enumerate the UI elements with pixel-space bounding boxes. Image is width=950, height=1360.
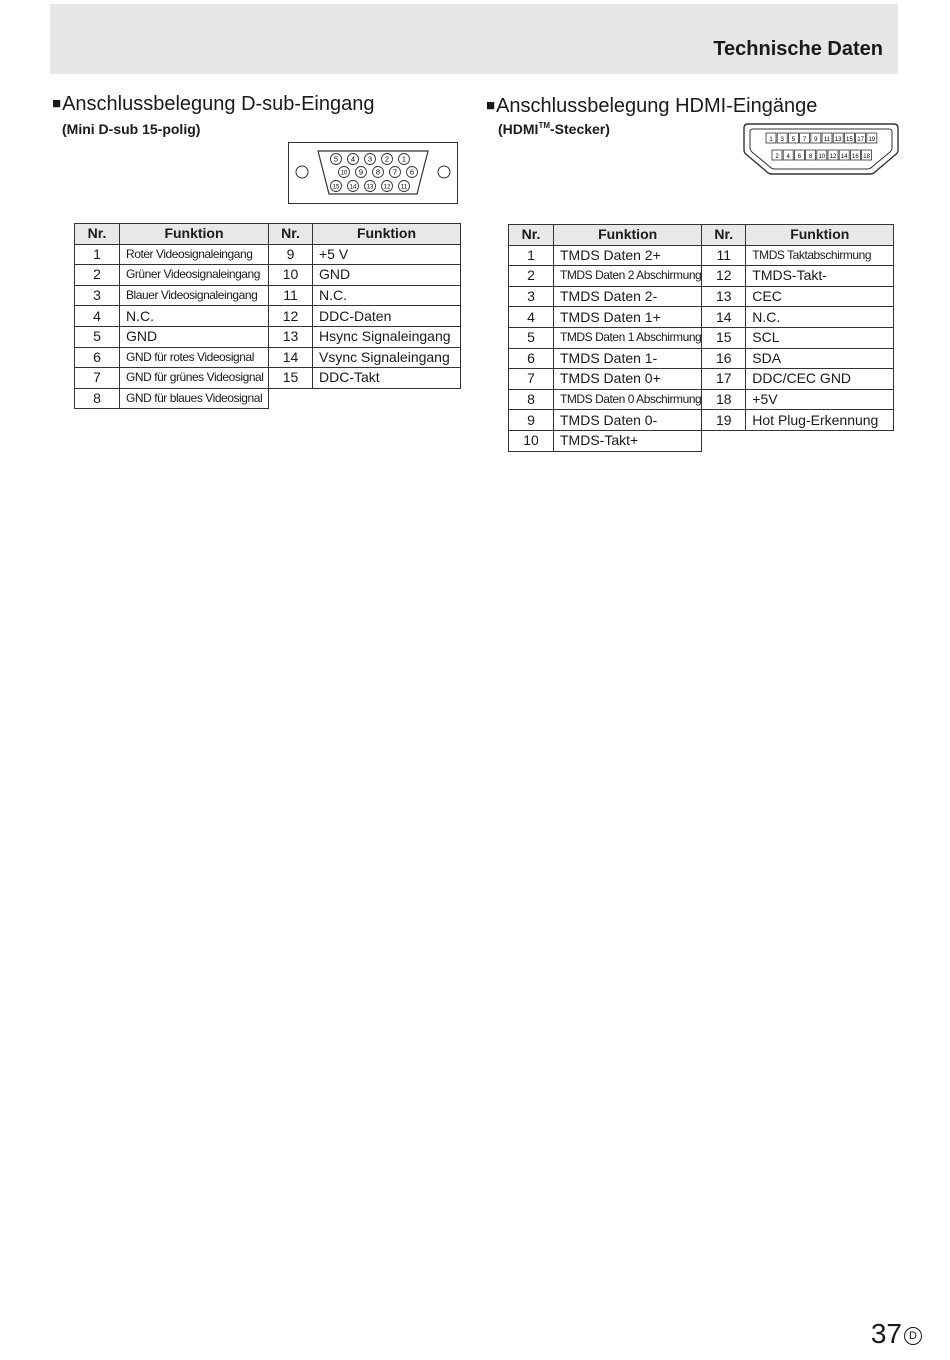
pin-function: GND für grünes Videosignal xyxy=(120,368,269,389)
pin-number: 12 xyxy=(702,266,746,287)
pin-label: 14 xyxy=(840,153,848,160)
pin-function: Hot Plug-Erkennung xyxy=(746,410,894,431)
pin-number: 3 xyxy=(75,285,120,306)
pin-number: 4 xyxy=(509,307,554,328)
dsub-heading xyxy=(52,93,374,116)
column-header: Nr. xyxy=(509,225,554,246)
pin-label: 3 xyxy=(780,136,784,143)
pin-label: 12 xyxy=(383,184,391,191)
pin-number: 7 xyxy=(75,368,120,389)
pin-function: SCL xyxy=(746,327,894,348)
pin-label: 19 xyxy=(868,136,876,143)
pin-number: 16 xyxy=(702,348,746,369)
table-row xyxy=(509,245,894,266)
column-header: Nr. xyxy=(269,224,313,245)
pin-number: 10 xyxy=(269,265,313,286)
pin-number: 14 xyxy=(702,307,746,328)
pin-function: Blauer Videosignaleingang xyxy=(120,285,269,306)
pin-label: 15 xyxy=(332,184,340,191)
pin-number: 1 xyxy=(509,245,554,266)
pin-label: 3 xyxy=(367,154,373,164)
empty-cell xyxy=(702,430,894,451)
hdmi-subheading-text: (HDMI xyxy=(498,121,539,137)
pin-function: Roter Videosignaleingang xyxy=(120,244,269,265)
pin-label: 10 xyxy=(340,170,348,177)
table-row xyxy=(509,369,894,390)
pin-label: 18 xyxy=(863,153,870,160)
pin-function: +5V xyxy=(746,389,894,410)
hdmi-pin-table xyxy=(508,224,894,452)
pin-label: 2 xyxy=(384,154,390,164)
dsub-heading-text: Anschlussbelegung D-sub-Eingang xyxy=(62,93,375,115)
pin-number: 9 xyxy=(509,410,554,431)
table-header-row xyxy=(509,225,894,246)
pin-number: 4 xyxy=(75,306,120,327)
table-row xyxy=(509,410,894,431)
pin-number: 1 xyxy=(75,244,120,265)
pin-label: 16 xyxy=(852,153,859,160)
pin-function: TMDS Taktabschirmung xyxy=(746,245,894,266)
table-row xyxy=(509,307,894,328)
mounting-hole-icon xyxy=(296,166,308,178)
pin-number: 18 xyxy=(702,389,746,410)
pin-function: SDA xyxy=(746,348,894,369)
pin-label: 7 xyxy=(392,167,398,177)
pin-label: 11 xyxy=(400,184,408,191)
table-row xyxy=(75,306,461,327)
dsub-connector-diagram xyxy=(288,142,458,204)
dsub-subheading: (Mini D-sub 15-polig) xyxy=(62,121,201,137)
pin-function: TMDS Daten 1 Abschirmung xyxy=(554,327,702,348)
pin-number: 14 xyxy=(269,347,313,368)
pin-number: 2 xyxy=(509,266,554,287)
pin-number: 5 xyxy=(75,326,120,347)
pin-label: 2 xyxy=(775,153,779,160)
pin-number: 2 xyxy=(75,265,120,286)
table-row xyxy=(509,327,894,348)
pin-label: 17 xyxy=(857,136,864,143)
pin-label: 9 xyxy=(358,167,364,177)
pin-function: TMDS Daten 0- xyxy=(554,410,702,431)
pin-function: Hsync Signaleingang xyxy=(313,326,461,347)
pin-number: 3 xyxy=(509,286,554,307)
table-row xyxy=(75,347,461,368)
pin-number: 11 xyxy=(702,245,746,266)
table-row xyxy=(509,286,894,307)
pin-function: CEC xyxy=(746,286,894,307)
pin-function: GND für rotes Videosignal xyxy=(120,347,269,368)
pin-number: 11 xyxy=(269,285,313,306)
table-row xyxy=(509,266,894,287)
table-header-row xyxy=(75,224,461,245)
pin-function: TMDS Daten 2- xyxy=(554,286,702,307)
pin-number: 9 xyxy=(269,244,313,265)
table-row xyxy=(75,244,461,265)
pin-function: TMDS Daten 2 Abschirmung xyxy=(554,266,702,287)
pin-label: 6 xyxy=(409,167,415,177)
pin-function: GND für blaues Videosignal xyxy=(120,388,269,409)
pin-function: DDC-Daten xyxy=(313,306,461,327)
pin-label: 6 xyxy=(797,153,802,160)
table-row xyxy=(509,348,894,369)
pin-function: TMDS Daten 1+ xyxy=(554,307,702,328)
pin-function: TMDS-Takt- xyxy=(746,266,894,287)
page-number xyxy=(871,1318,922,1350)
table-row xyxy=(75,368,461,389)
pin-label: 14 xyxy=(349,184,357,191)
pin-number: 5 xyxy=(509,327,554,348)
pin-label: 12 xyxy=(829,153,837,160)
pin-label: 8 xyxy=(808,153,813,160)
empty-cell xyxy=(269,388,461,409)
pin-function: TMDS Daten 1- xyxy=(554,348,702,369)
hdmi-subheading xyxy=(498,121,610,137)
column-header: Nr. xyxy=(702,225,746,246)
pin-label: 4 xyxy=(350,154,356,164)
pin-function: GND xyxy=(120,326,269,347)
header-bar xyxy=(50,4,898,74)
pin-number: 13 xyxy=(269,326,313,347)
pin-label: 5 xyxy=(333,154,339,164)
pin-function: Vsync Signaleingang xyxy=(313,347,461,368)
hdmi-connector-diagram xyxy=(742,122,900,176)
table-row xyxy=(75,285,461,306)
column-header: Funktion xyxy=(120,224,269,245)
pin-function: GND xyxy=(313,265,461,286)
column-header: Funktion xyxy=(313,224,461,245)
pin-function: N.C. xyxy=(120,306,269,327)
pin-number: 17 xyxy=(702,369,746,390)
pin-label: 5 xyxy=(791,136,796,143)
square-bullet-icon: ■ xyxy=(486,97,496,114)
pin-number: 7 xyxy=(509,369,554,390)
column-header: Nr. xyxy=(75,224,120,245)
square-bullet-icon: ■ xyxy=(52,95,62,112)
pin-number: 15 xyxy=(702,327,746,348)
trademark-mark: TM xyxy=(538,121,550,130)
pin-label: 11 xyxy=(823,136,831,143)
pin-function: TMDS-Takt+ xyxy=(554,430,702,451)
pin-function: TMDS Daten 0+ xyxy=(554,369,702,390)
pin-number: 15 xyxy=(269,368,313,389)
table-row xyxy=(509,430,894,451)
pin-label: 4 xyxy=(786,153,790,160)
pin-function: TMDS Daten 0 Abschirmung xyxy=(554,389,702,410)
hdmi-heading xyxy=(486,95,817,118)
pin-function: TMDS Daten 2+ xyxy=(554,245,702,266)
pin-function: DDC-Takt xyxy=(313,368,461,389)
pin-label: 13 xyxy=(366,184,374,191)
pin-number: 8 xyxy=(509,389,554,410)
page-title: Technische Daten xyxy=(713,38,883,60)
mounting-hole-icon xyxy=(438,166,450,178)
table-row xyxy=(75,265,461,286)
column-header: Funktion xyxy=(554,225,702,246)
pin-label: 8 xyxy=(375,167,381,177)
pin-label: 7 xyxy=(802,136,807,143)
hdmi-heading-text: Anschlussbelegung HDMI-Eingänge xyxy=(496,95,818,117)
dsub-pin-table xyxy=(74,223,461,409)
pin-number: 12 xyxy=(269,306,313,327)
pin-number: 13 xyxy=(702,286,746,307)
table-row xyxy=(509,389,894,410)
pin-label: 10 xyxy=(818,153,826,160)
pin-function: Grüner Videosignaleingang xyxy=(120,265,269,286)
pin-label: 1 xyxy=(401,154,407,164)
column-header: Funktion xyxy=(746,225,894,246)
pin-number: 19 xyxy=(702,410,746,431)
table-row xyxy=(75,388,461,409)
table-row xyxy=(75,326,461,347)
pin-number: 6 xyxy=(509,348,554,369)
pin-number: 10 xyxy=(509,430,554,451)
pin-label: 9 xyxy=(814,136,818,143)
pin-function: N.C. xyxy=(313,285,461,306)
pin-number: 8 xyxy=(75,388,120,409)
page-number-text: 37 xyxy=(870,1318,902,1349)
pin-number: 6 xyxy=(75,347,120,368)
hdmi-subheading-suffix: -Stecker) xyxy=(550,121,610,137)
pin-label: 1 xyxy=(769,136,773,143)
pin-function: N.C. xyxy=(746,307,894,328)
pin-function: DDC/CEC GND xyxy=(746,369,894,390)
pin-function: +5 V xyxy=(313,244,461,265)
pin-label: 15 xyxy=(846,136,853,143)
language-badge: D xyxy=(904,1327,922,1345)
pin-label: 13 xyxy=(834,136,842,143)
